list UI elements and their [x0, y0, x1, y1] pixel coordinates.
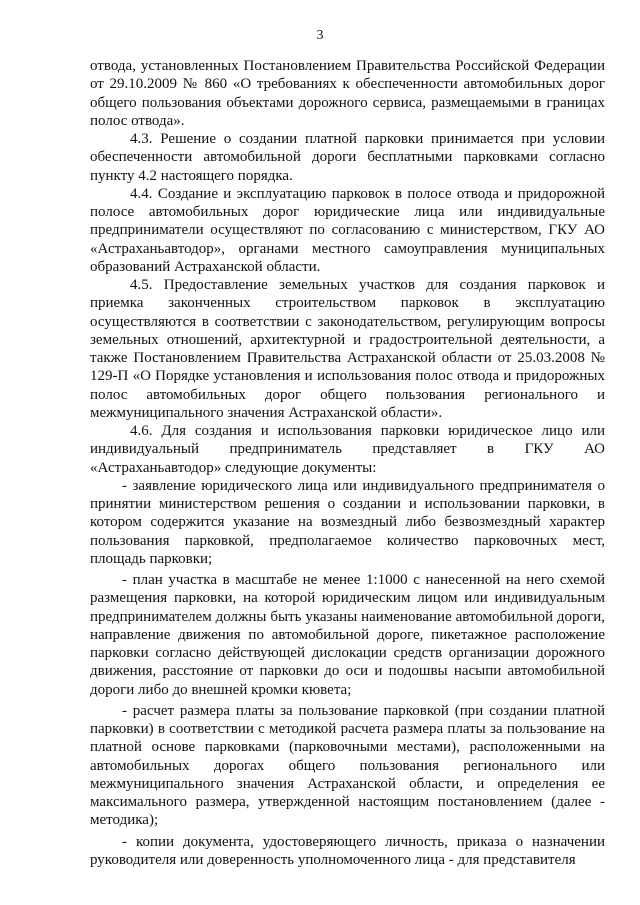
paragraph-4-6: 4.6. Для создания и использования парковки юридическое лицо или индивидуальный предприниматель представляет в ГКУ АО «Астраханьавтодор» следующие документы: [90, 423, 605, 476]
list-item-application: - заявление юридического лица или индивидуального предпринимателя о принятии министерством решения о создании и использовании парковки, в котором содержится указание на возмездный либо безвозмездный характер пользования парковкой, предполагаемое количество парковочных мест, площадь парковки; [90, 477, 605, 567]
page-number: 3 [316, 28, 324, 43]
list-item-fee-calculation: - расчет размера платы за пользование парковкой (при создании платной парковки) в соответствии с методикой расчета размера платы за пользование на платной основе парковками (парковочными местами), расположенными на автомобильных дорогах общего пользования регионального или межмуниципального значения Астраханской области, и определения ее максимального размера, утвержденной настоящим постановлением (далее - методика); [90, 702, 605, 829]
paragraph-4-5: 4.5. Предоставление земельных участков для создания парковок и приемка законченных строительством парковок в эксплуатацию осуществляются в соответствии с законодательством, регулирующим вопросы земельных отношений, архитектурной и градостроительной деятельности, а также Постановлением Правительства Астраханской области от 25.03.2008 № 129-П «О Порядке установления и использования полос отвода и придорожных полос автомобильных дорог общего пользования регионального и межмуниципального значения Астраханской области». [90, 277, 605, 421]
paragraph-4-4: 4.4. Создание и эксплуатацию парковок в полосе отвода и придорожной полосе автомобильных дорог юридические лица или индивидуальные предприниматели осуществляют по согласованию с министерством, ГКУ АО «Астраханьавтодор», органами местного самоуправления муниципальных образований Астраханской области. [90, 185, 605, 275]
list-item-site-plan: - план участка в масштабе не менее 1:1000 с нанесенной на него схемой размещения парковки, на которой юридическим лицом или индивидуальным предпринимателем должны быть указаны наименование автомобильной дороги, направление движения по автомобильной дороге, пикетажное расположение парковки согласно действующей дислокации средств организации дорожного движения, расстояние от парковки до оси и подошвы насыпи автомобильной дороги либо до внешней кромки кювета; [90, 572, 605, 698]
list-item-identity-documents: - копии документа, удостоверяющего личность, приказа о назначении руководителя или доверенность уполномоченного лица - для представителя [90, 833, 605, 868]
paragraph-continuation: отвода, установленных Постановлением Правительства Российской Федерации от 29.10.2009 № 860 «О требованиях к обеспеченности автомобильных дорог общего пользования объектами дорожного сервиса, размещаемыми в границах полос отвода». [90, 58, 605, 129]
document-body [90, 57, 605, 869]
paragraph-4-3: 4.3. Решение о создании платной парковки принимается при условии обеспеченности автомобильной дороги бесплатными парковками согласно пункту 4.2 настоящего порядка. [90, 131, 605, 184]
